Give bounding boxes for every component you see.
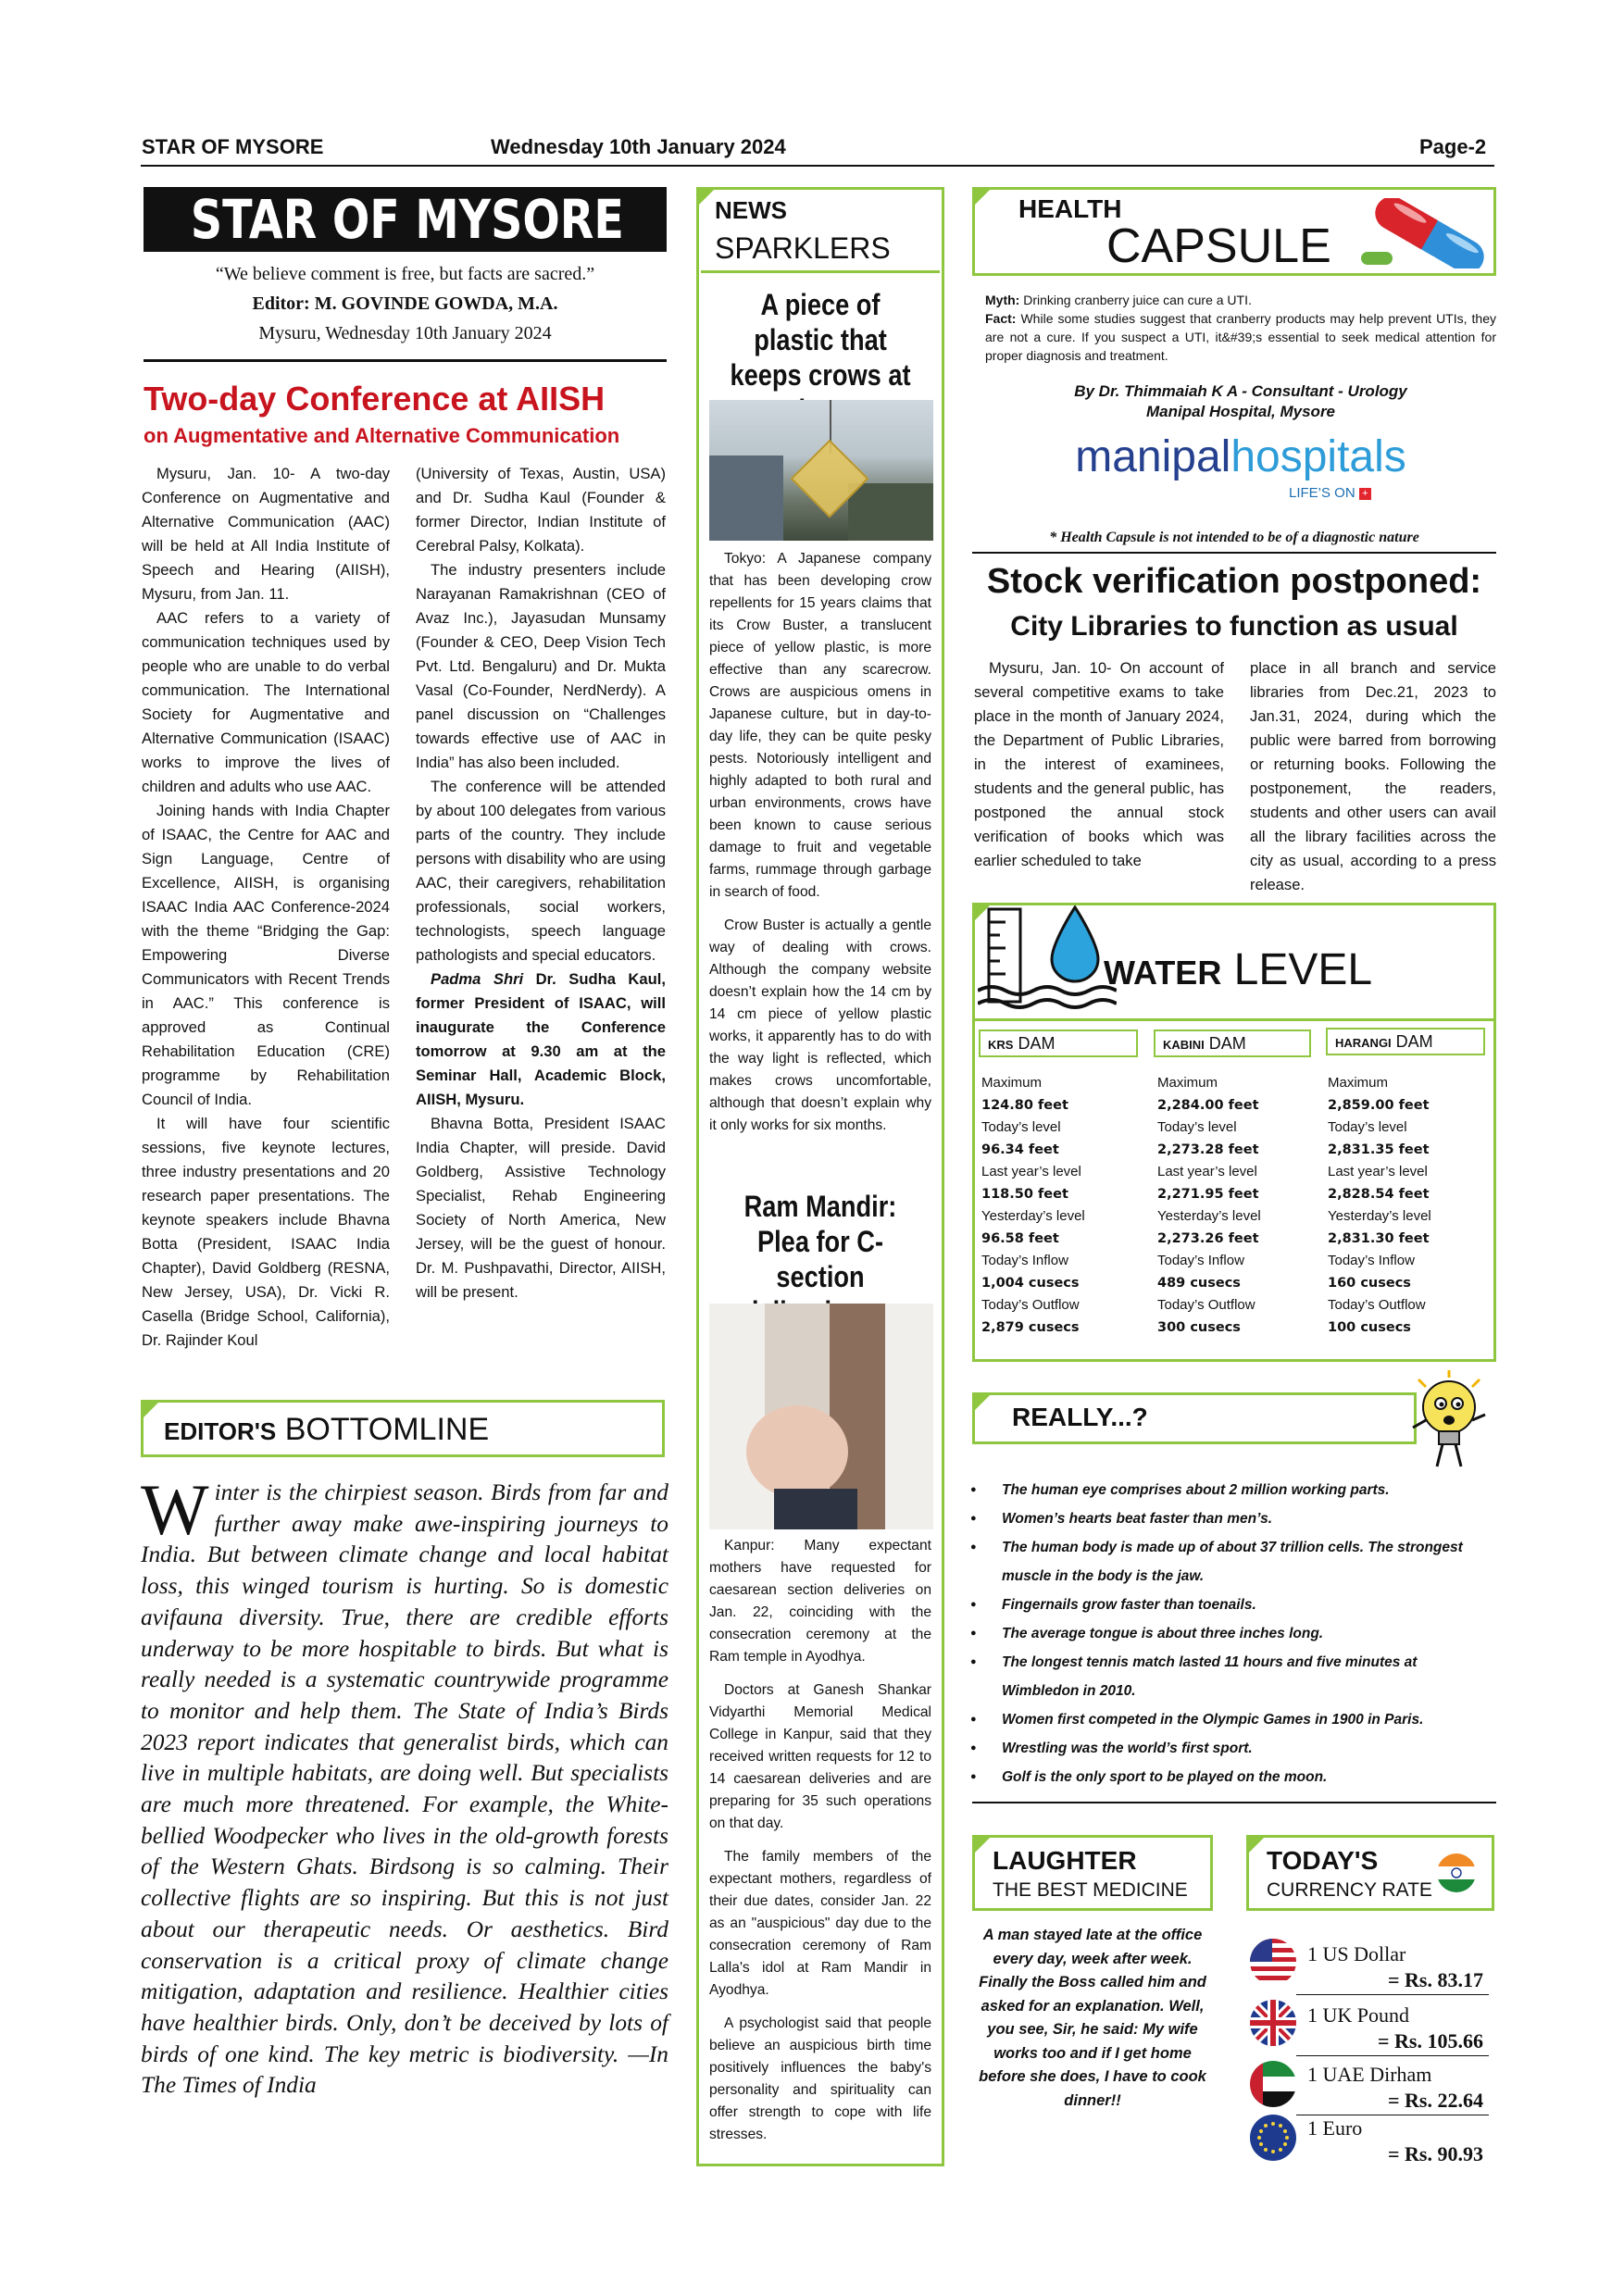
label-today: Today’s level (1157, 1119, 1237, 1135)
value-max: 2,284.00 feet (1157, 1098, 1259, 1113)
masthead-divider (144, 359, 667, 362)
really-label: REALLY...? (1012, 1403, 1148, 1431)
us-flag-icon (1250, 1939, 1296, 1985)
fact-line (985, 309, 1496, 365)
paragraph: It will have four scientific sessions, five keynote lectures, three industry presentations and 20 research paper presentations. The keynote speakers include Bhavna Botta (President, ISAAC India Chapter), David Goldberg (RESNA, New Jersey, USA), Dr. Vicki R. Casella (Bridge School, California), Dr. Rajinder Koul (142, 1115, 390, 1349)
value-yesterday: 2,273.26 feet (1157, 1231, 1259, 1246)
dam-name: DAM (1391, 1032, 1433, 1051)
dam-code: HARANGI (1335, 1036, 1392, 1050)
label-inflow: Today’s Inflow (1328, 1253, 1415, 1268)
rate-value: = Rs. 105.66 (1378, 2029, 1483, 2053)
myth-line (985, 291, 1496, 309)
paragraph: Mysuru, Jan. 10- On account of several competitive exams to take place in the month of January 2024, the Department of Public Libraries, in the interest of examinees, students and the general public, has postponed the annual stock verification of books which was earlier scheduled to take (974, 659, 1224, 869)
paragraph: place in all branch and service libraries from Dec.21, 2023 to Jan.31, 2024, during which the public were barred from borrowing or returning books. Following the postponement, the readers, students and other users can avail all the library facilities across the city as usual, according to a press release. (1250, 659, 1496, 893)
rate-value: = Rs. 90.93 (1388, 2142, 1483, 2165)
corner-tab (972, 187, 993, 207)
paragraph: Tokyo: A Japanese company that has been developing crow repellents for 15 years claims that its Crow Buster, a translucent piece of yellow plastic, is more effective than any scarecrow. Crows are auspicious omens in Japanese culture, but in day-to-day life, they can be quite pesky pests. Notoriously intelligent and highly adapted to both rural and urban environments, crows have been known to cause serious damage to fruit and vegetable farms, rummage through garbage in search of food. (709, 551, 931, 900)
value-outflow: 100 cusecs (1328, 1320, 1411, 1335)
dam-code: KABINI (1163, 1038, 1205, 1052)
tree-shape (848, 483, 933, 541)
dropcap: W (141, 1469, 209, 1550)
rate-value: = Rs. 22.64 (1388, 2089, 1483, 2112)
motto: “We believe comment is free, but facts are sacred.” (215, 264, 595, 284)
value-today: 96.34 feet (981, 1142, 1059, 1157)
stock-column-2 (1250, 656, 1496, 897)
value-last-year: 2,271.95 feet (1157, 1187, 1259, 1202)
dam-code: KRS (988, 1038, 1014, 1052)
health-disclaimer: * Health Capsule is not intended to be of a diagnostic nature (1049, 530, 1419, 545)
sparklers-label-2: SPARKLERS (715, 231, 891, 265)
editorial-label-box (141, 1400, 665, 1457)
editor-line: Editor: M. GOVINDE GOWDA, M.A. (252, 293, 558, 314)
crow-headline: A piece of plastic that keeps crows at (730, 288, 911, 392)
list-item: ● The average tongue is about three inches long. (968, 1619, 1496, 1648)
tagline-text: LIFE’S ON (1289, 485, 1355, 501)
value-outflow: 2,879 cusecs (981, 1320, 1080, 1335)
corner-tab (1246, 1835, 1267, 1855)
dam-name: DAM (1204, 1034, 1246, 1053)
label-max: Maximum (1157, 1075, 1218, 1091)
health-divider (972, 552, 1496, 554)
conference-column-1 (142, 462, 390, 1353)
value-yesterday: 2,831.30 feet (1328, 1231, 1430, 1246)
ram-headline: Ram Mandir: Plea for C-section (743, 1190, 897, 1293)
health-byline (985, 381, 1496, 422)
value-today: 2,273.28 feet (1157, 1142, 1259, 1157)
harangi-levels (1328, 1072, 1490, 1339)
label-max: Maximum (1328, 1075, 1389, 1091)
water-level-label (1104, 944, 1372, 995)
conference-column-2 (416, 462, 666, 1304)
label-last-year: Last year’s level (1157, 1164, 1257, 1179)
paragraph: Crow Buster is actually a gentle way of dealing with crows. Although the company website doesn’t explain how the 14 cm by 14 cm piece of yellow plastic works, it apparently has to do with the way light is reflected, which makes crows uncomfortable, although that doesn’t explain why it only works for six months. (709, 917, 931, 1133)
label-last-year: Last year’s level (981, 1164, 1081, 1179)
masthead-title: STAR OF MYSORE (190, 188, 624, 251)
myth-text: Drinking cranberry juice can cure a UTI. (1019, 293, 1252, 307)
byline-hospital: Manipal Hospital, Mysore (1145, 403, 1336, 420)
rate-name: 1 Euro (1307, 2116, 1363, 2140)
conference-subheadline: on Augmentative and Alternative Communication (144, 424, 620, 447)
rate-name: 1 UK Pound (1307, 2003, 1410, 2027)
list-item: ● The human body is made up of about 37 trillion cells. The strongest muscle in the body is the jaw. (968, 1533, 1496, 1591)
label-yesterday: Yesterday’s level (981, 1208, 1085, 1224)
label-inflow: Today’s Inflow (1157, 1253, 1244, 1268)
brand-tagline (1289, 485, 1371, 501)
paper-name: STAR OF MYSORE (142, 135, 324, 158)
dam-name: DAM (1013, 1034, 1056, 1053)
belly-shape (746, 1405, 848, 1498)
paragraph: Kanpur: Many expectant mothers have requested for caesarean section deliveries on Jan. 22, coinciding with the consecration ceremony at the Ram temple in Ayodhya. (709, 1538, 931, 1665)
water-label-bold: WATER (1104, 954, 1222, 992)
brand-hospitals: hospitals (1230, 432, 1406, 481)
list-item: ● The human eye comprises about 2 million working parts. (968, 1476, 1496, 1504)
paragraph: AAC refers to a variety of communication techniques used by people who are unable to do verbal communication. The International Society for Augmentative and Alternative Communication (ISAAC) works to improve the lives of children and adults who use AAC. (142, 609, 390, 795)
paragraph: Mysuru, Jan. 10- A two-day Conference on Augmentative and Alternative Communication (AAC) will be held at All India Institute of Speech and Hearing (AIISH), Mysuru, from Jan. 11. (142, 465, 390, 603)
health-label-2: CAPSULE (1106, 219, 1331, 273)
joke-text: A man stayed late at the office every day, week after week. Finally the Boss called him and asked for an explanation. Well, you see, Sir, he said: My wife works too and if I get home before she does, I have to cook dinner!! (979, 1927, 1206, 2109)
label-last-year: Last year’s level (1328, 1164, 1428, 1179)
water-divider (975, 1018, 1493, 1021)
krs-levels (981, 1072, 1139, 1339)
brand-manipal: manipal (1075, 432, 1231, 481)
editorial-source: —In The Times of India (141, 2040, 668, 2099)
label-yesterday: Yesterday’s level (1328, 1208, 1431, 1224)
page-number: Page-2 (1419, 135, 1487, 158)
masthead-banner (144, 187, 667, 252)
label-today: Today’s level (981, 1119, 1061, 1135)
conference-headline: Two-day Conference at AIISH (144, 380, 606, 418)
header-rule (141, 165, 1494, 167)
paragraph: (University of Texas, Austin, USA) and Dr. Sudha Kaul (Founder & former Director, Indian Institute of Cerebral Palsy, Kolkata). (416, 465, 666, 555)
padma-shri: Padma Shri (431, 970, 524, 988)
value-inflow: 160 cusecs (1328, 1276, 1411, 1291)
jeans-shape (774, 1489, 857, 1529)
value-last-year: 118.50 feet (981, 1187, 1068, 1202)
label-max: Maximum (981, 1075, 1043, 1091)
masthead-block (144, 259, 667, 348)
inauguration-text: Dr. Sudha Kaul, former President of ISAAC, will inaugurate the Conference tomorrow at 9.30 am at the Seminar Hall, Academic Block, AIISH, Mysuru. (416, 970, 666, 1108)
myth-label: Myth: (985, 293, 1020, 307)
value-last-year: 2,828.54 feet (1328, 1187, 1430, 1202)
stock-headline: Stock verification postponed: (986, 562, 1482, 601)
paragraph: The conference will be attended by about 100 delegates from various parts of the country. They include persons with disability who are using AAC, their caregivers, rehabilitation professionals, social workers, technologists, speech language pathologists and special educators. (416, 778, 666, 964)
list-item: ● Women’s hearts beat faster than men’s. (968, 1504, 1496, 1533)
corner-tab (696, 187, 717, 207)
plus-icon: + (1359, 488, 1371, 500)
value-yesterday: 96.58 feet (981, 1231, 1059, 1246)
eu-flag-icon (1250, 2115, 1296, 2161)
rate-name: 1 US Dollar (1307, 1942, 1406, 1965)
pill-icon (1361, 198, 1500, 268)
label-yesterday: Yesterday’s level (1157, 1208, 1261, 1224)
uae-flag-icon (1250, 2061, 1296, 2107)
expectant-mother-photo (709, 1304, 933, 1529)
really-facts-list (968, 1476, 1496, 1791)
paragraph: Joining hands with India Chapter of ISAAC, the Centre for AAC and Sign Language, Centre of Excellence, AIISH, is organising ISAAC India AAC Conference-2024 with the theme “Bridging the Gap: Empowering Diverse Communicators with Recent Trends in AAC.” This conference is approved as Continual Rehabilitation Education (CRE) programme by Rehabilitation Council of India. (142, 802, 390, 1108)
editorial-label-rest: BOTTOMLINE (276, 1412, 490, 1447)
stock-column-1 (974, 656, 1224, 873)
rate-name: 1 UAE Dirham (1307, 2063, 1432, 2086)
value-inflow: 489 cusecs (1157, 1276, 1241, 1291)
label-outflow: Today’s Outflow (1328, 1297, 1426, 1313)
water-gauge-icon (978, 905, 1117, 1026)
lightbulb-icon (1407, 1370, 1491, 1472)
laughter-label-1: LAUGHTER (993, 1846, 1137, 1875)
inauguration-paragraph (416, 967, 666, 1112)
myth-fact (985, 291, 1496, 365)
fact-text: While some studies suggest that cranberry products may help prevent UTIs, they are not a cure. If you suspect a UTI, it&#39;s essential to seek medical attention for proper diagnosis and treatment. (985, 311, 1496, 363)
editorial-body: inter is the chirpiest season. Birds from far and further away make awe-inspiring journeys to India. But between climate change and local habitat loss, this winged tourism is hurting. So is domestic avifauna diversity. True, there are credible efforts underway to be more hospitable to birds. But what is really needed is a systematic countrywide programme to monitor and help them. The State of India’s Birds 2023 report indicates that generalist birds, which can live in multiple habitats, are doing well. But specialists are much more threatened. For example, the White-bellied Woodpecker who lives in the old-growth forests of the Western Ghats. Birdsong is so calming. Their collective flights are so inspiring. But this is not just about our therapeutic needs. Or aesthetics. Bird conservation is a critical proxy of climate change mitigation, adaptation and resilience. Healthier cities have healthier birds. Only, don’t be deceived by lots of birds of one kind. The key metric is biodiversity. (141, 1479, 668, 2067)
list-item: ● Fingernails grow faster than toenails. (968, 1591, 1496, 1619)
value-max: 124.80 feet (981, 1098, 1068, 1113)
dam-label-krs (979, 1029, 1138, 1057)
building-shape (709, 455, 783, 541)
corner-tab (141, 1400, 161, 1420)
water-label-rest: LEVEL (1221, 945, 1373, 994)
byline-doctor: By Dr. Thimmaiah K A - Consultant - Urology (1074, 382, 1407, 400)
paragraph: A psychologist said that people believe an auspicious birth time positively influences the baby's personality and spirituality can offer strength to cope with life stresses. (709, 2015, 931, 2142)
fact-label: Fact: (985, 311, 1017, 326)
value-outflow: 300 cusecs (1157, 1320, 1241, 1335)
corner-tab (972, 1392, 993, 1413)
laughter-label-2: THE BEST MEDICINE (993, 1879, 1188, 1901)
paragraph: Doctors at Ganesh Shankar Vidyarthi Memorial Medical College in Kanpur, said that they received written requests for 12 to 14 caesarean deliveries and are preparing for 35 such operations on that day. (709, 1682, 931, 1831)
list-item: ● Women first competed in the Olympic Games in 1900 in Paris. (968, 1705, 1496, 1734)
rate-divider (1296, 2055, 1489, 2056)
dateline: Mysuru, Wednesday 10th January 2024 (258, 323, 552, 343)
manipal-logo (985, 431, 1496, 483)
editorial-label (164, 1412, 489, 1448)
paragraph: Bhavna Botta, President ISAAC India Chapter, will preside. David Goldberg, Assistive Technology Specialist, Rehab Engineering Society of North America, New Jersey, will be the guest of honour. Dr. M. Pushpavathi, Director, AIISH, will be present. (416, 1115, 666, 1301)
rate-value: = Rs. 83.17 (1388, 1968, 1483, 1991)
really-divider (972, 1802, 1496, 1803)
paragraph: The family members of the expectant mothers, regardless of their due dates, consider Jan. 22 as an "auspicious" day due to the consecration ceremony of Ram Lalla's idol at Ram Mandir in Ayodhya. (709, 1849, 931, 1998)
stock-subheadline: City Libraries to function as usual (1010, 611, 1458, 642)
rate-divider (1296, 1994, 1489, 1995)
editorial-text (141, 1469, 668, 2102)
label-today: Today’s level (1328, 1119, 1407, 1135)
ram-article (709, 1535, 931, 2157)
editorial-label-bold: EDITOR'S (164, 1417, 277, 1445)
corner-tab (972, 1835, 993, 1855)
value-today: 2,831.35 feet (1328, 1142, 1430, 1157)
paragraph: The industry presenters include Narayanan Ramakrishnan (CEO of Avaz Inc.), Jayasudan Munsamy (Founder & CEO, Deep Vision Tech Pvt. Ltd. Bengaluru) and Dr. Mukta Vasal (Co-Founder, NerdNerdy). A panel discussion on “Challenges towards effective use of AAC in India” has also been included. (416, 561, 666, 771)
issue-date: Wednesday 10th January 2024 (491, 135, 786, 158)
uk-flag-icon (1250, 2000, 1296, 2046)
crow-article (709, 548, 931, 1148)
list-item: ● Golf is the only sport to be played on the moon. (968, 1763, 1496, 1791)
dam-label-kabini (1154, 1029, 1311, 1057)
dam-label-harangi (1326, 1028, 1485, 1055)
crow-buster-photo (709, 400, 933, 541)
kabini-levels (1157, 1072, 1315, 1339)
currency-label-2: CURRENCY RATE (1267, 1879, 1432, 1901)
value-inflow: 1,004 cusecs (981, 1276, 1080, 1291)
label-outflow: Today’s Outflow (1157, 1297, 1255, 1313)
list-item: ● Wrestling was the world’s first sport. (968, 1734, 1496, 1763)
currency-label-1: TODAY'S (1267, 1846, 1379, 1875)
health-label-1: HEALTH (1018, 194, 1122, 223)
sparklers-label-1: NEWS (715, 196, 787, 224)
label-outflow: Today’s Outflow (981, 1297, 1080, 1313)
india-flag-icon (1437, 1853, 1476, 1892)
value-max: 2,859.00 feet (1328, 1098, 1430, 1113)
label-inflow: Today’s Inflow (981, 1253, 1068, 1268)
list-item: ● The longest tennis match lasted 11 hours and five minutes at Wimbledon in 2010. (968, 1648, 1496, 1705)
sparklers-divider (701, 270, 940, 273)
